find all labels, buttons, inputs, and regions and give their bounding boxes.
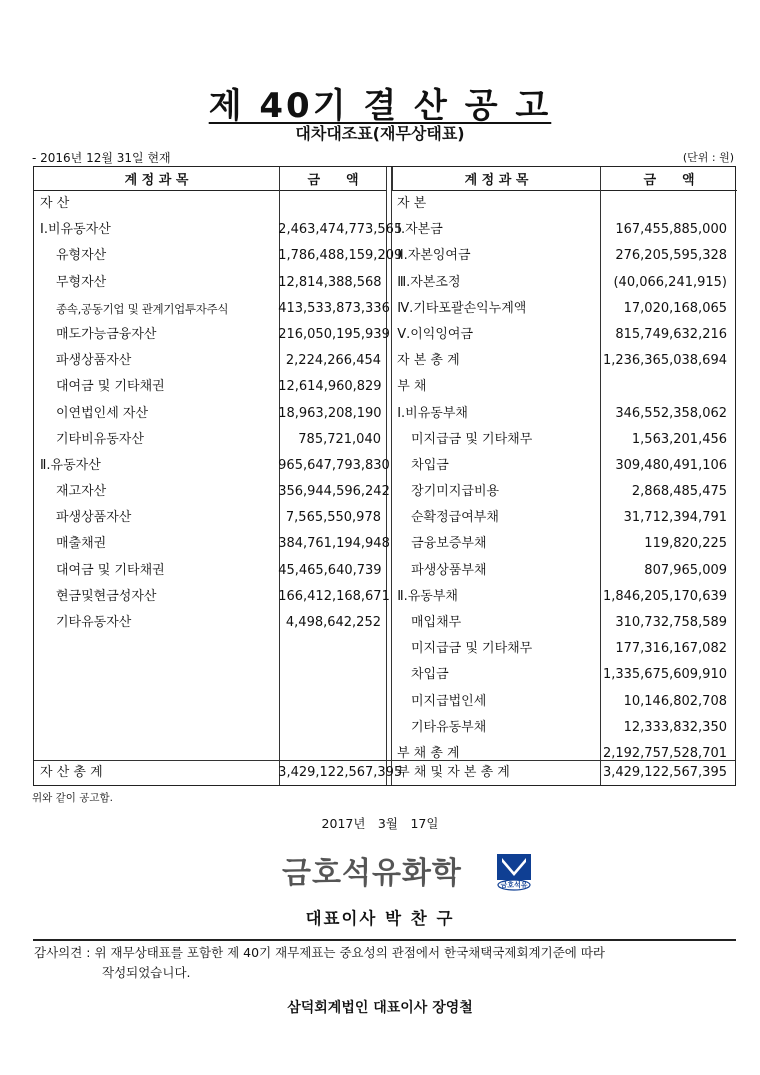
left-account-cell: [34, 662, 278, 688]
left-account-cell: 현금및현금성자산: [56, 588, 157, 604]
left-account-cell: 파생상품자산: [56, 510, 132, 526]
right-amount-cell: 1,236,365,038,694: [602, 353, 727, 369]
table-row: [34, 427, 735, 453]
right-account-cell: Ⅰ.비유동부채: [397, 405, 468, 421]
left-account-cell: 기타비유동자산: [56, 431, 144, 447]
table-row: [34, 348, 735, 374]
right-account-cell: Ⅱ.자본잉여금: [397, 248, 471, 264]
right-account-cell: 파생상품부채: [411, 562, 487, 578]
table-row: [34, 322, 735, 348]
left-account-cell: 유형자산: [56, 248, 107, 264]
right-account-cell: 금융보증부채: [411, 536, 487, 552]
left-amount-cell: [278, 662, 385, 688]
right-account-cell: 자 본 총 계: [397, 353, 460, 369]
as-of-date: - 2016년 12월 31일 현재: [32, 151, 171, 165]
right-account-cell: 기타유동부채: [410, 719, 487, 735]
right-amount-cell: [598, 191, 735, 217]
right-amount-cell: 167,455,885,000: [615, 222, 727, 238]
left-account-cell: 매출채권: [56, 536, 107, 552]
table-row: [34, 558, 735, 584]
left-amount-cell: 1,786,488,159,209: [278, 248, 403, 264]
right-amount-cell: 309,480,491,106: [615, 457, 728, 473]
left-account-cell: [34, 689, 278, 715]
balance-sheet-table: [33, 166, 736, 786]
left-account-cell: 대여금 및 기타채권: [56, 379, 165, 395]
left-amount-cell: 4,498,642,252: [285, 615, 381, 630]
unit-label: (단위 : 원): [682, 151, 734, 164]
table-row: [34, 453, 735, 479]
left-amount-cell: [278, 636, 385, 662]
left-amount-cell: 965,647,793,830: [278, 457, 390, 473]
right-amount-cell: 31,712,394,791: [623, 510, 728, 526]
table-row: [34, 636, 735, 662]
logo-label: 금호석유: [500, 881, 528, 889]
left-amount-cell: [278, 191, 385, 217]
left-account-cell: 재고자산: [56, 484, 107, 500]
audit-line-2: 작성되었습니다.: [102, 965, 191, 980]
right-amount-cell: 10,146,802,708: [623, 693, 727, 709]
right-amount-cell: [598, 374, 735, 400]
right-amount-cell: 12,333,832,350: [623, 719, 727, 735]
left-account-cell: 종속,공동기업 및 관계기업투자주식: [56, 301, 229, 316]
left-account-cell: 매도가능금융자산: [56, 326, 157, 342]
left-amount-cell: 12,614,960,829: [278, 379, 382, 395]
right-amount-cell: 2,868,485,475: [631, 484, 728, 500]
table-row: [34, 505, 735, 531]
left-account-cell: 기타유동자산: [56, 615, 132, 630]
company-name: 금호석유화학: [282, 856, 462, 891]
table-row: [34, 715, 735, 741]
total-liab-equity-value: 3,429,122,567,395: [602, 765, 727, 780]
left-account-cell: [34, 636, 278, 662]
left-account-cell: 대여금 및 기타채권: [56, 562, 165, 578]
table-row: [34, 479, 735, 505]
right-amount-cell: 346,552,358,062: [615, 405, 728, 421]
left-amount-cell: 384,761,194,948: [278, 536, 390, 552]
table-row: [34, 296, 735, 322]
publish-date: 2017년 3월 17일: [321, 816, 439, 831]
left-amount-cell: 2,224,266,454: [285, 353, 382, 369]
left-amount-cell: [278, 689, 385, 715]
right-account-cell: 미지급금 및 기타채무: [410, 641, 533, 657]
right-account-cell: 매입채무: [410, 615, 462, 630]
left-amount-cell: 45,465,640,739: [278, 562, 382, 578]
right-amount-cell: 807,965,009: [644, 562, 728, 578]
left-account-cell: 무형자산: [56, 274, 107, 290]
table-row: [34, 401, 735, 427]
right-account-cell: 미지급법인세: [410, 693, 487, 709]
right-amount-cell: 119,820,225: [644, 536, 728, 552]
left-amount-cell: 356,944,596,242: [278, 484, 390, 500]
notice-text: 위와 같이 공고함.: [32, 792, 114, 804]
table-row: [34, 610, 735, 636]
left-amount-cell: 2,463,474,773,565: [278, 222, 403, 238]
table-row: [34, 270, 735, 296]
right-account-cell: 부 채 총 계: [396, 745, 460, 761]
right-account-cell: 차입금: [410, 667, 449, 683]
right-account-cell: 차입금: [411, 457, 449, 473]
left-account-cell: Ⅱ.유동자산: [40, 457, 101, 473]
left-amount-cell: 785,721,040: [298, 431, 381, 447]
table-row: [34, 243, 735, 269]
total-liab-equity-label: 부 채 및 자 본 총 계: [397, 765, 510, 780]
right-account-cell: 자 본: [396, 196, 427, 211]
table-row: [34, 191, 735, 217]
audit-opinion: [34, 943, 605, 983]
right-amount-cell: 1,846,205,170,639: [602, 588, 728, 604]
right-account-cell: 장기미지급비용: [411, 484, 500, 500]
left-account-cell: [34, 715, 278, 741]
right-account-cell: Ⅴ.이익잉여금: [397, 326, 474, 342]
left-amount-cell: 18,963,208,190: [278, 405, 382, 421]
audit-line-1: 감사의견 : 위 재무상태표를 포함한 제 40기 재무제표는 중요성의 관점에서 한국채택국제회계기준에 따라: [34, 945, 605, 960]
left-account-cell: 이연법인세 자산: [56, 405, 149, 421]
right-amount-cell: 815,749,632,216: [615, 326, 728, 342]
total-assets-value: 3,429,122,567,395: [278, 765, 403, 780]
right-amount-cell: 17,020,168,065: [623, 300, 728, 316]
totals-row: [34, 760, 735, 785]
left-account-header: 계 정 과 목: [34, 167, 279, 191]
right-amount-header: 금 액: [600, 167, 737, 191]
right-amount-cell: 310,732,758,589: [615, 615, 728, 630]
right-amount-cell: 1,335,675,609,910: [602, 667, 727, 683]
total-assets-label: 자 산 총 계: [40, 765, 103, 780]
table-row: [34, 689, 735, 715]
table-row: [34, 662, 735, 688]
left-amount-cell: 216,050,195,939: [278, 326, 390, 342]
right-account-header: 계 정 과 목: [392, 167, 600, 191]
ceo-name: 대표이사 박 찬 구: [305, 909, 455, 928]
right-amount-cell: 2,192,757,528,701: [602, 745, 728, 761]
left-account-cell: 파생상품자산: [56, 353, 132, 369]
left-account-cell: 자 산: [40, 196, 70, 211]
left-amount-cell: 413,533,873,336: [278, 300, 390, 316]
right-account-cell: 미지급금 및 기타채무: [410, 431, 533, 447]
table-row: [34, 531, 735, 557]
divider-line: [33, 939, 736, 941]
right-account-cell: 순확정급여부채: [410, 510, 499, 526]
left-amount-cell: 7,565,550,978: [285, 510, 381, 526]
right-account-cell: Ⅰ.자본금: [397, 222, 443, 238]
page-subtitle: 대차대조표(재무상태표): [295, 124, 465, 143]
right-account-cell: 부 채: [397, 379, 427, 395]
auditor-name: 삼덕회계법인 대표이사 장영철: [287, 1000, 473, 1016]
table-row: [34, 584, 735, 610]
left-amount-cell: 12,814,388,568: [278, 274, 382, 290]
right-amount-cell: 1,563,201,456: [631, 431, 728, 447]
table-body: [34, 191, 735, 785]
left-amount-cell: [278, 715, 385, 741]
left-amount-cell: 166,412,168,671: [278, 588, 390, 604]
table-row: [34, 374, 735, 400]
table-row: [34, 217, 735, 243]
right-account-cell: Ⅳ.기타포괄손익누계액: [397, 300, 527, 316]
left-amount-header: 금 액: [279, 167, 386, 191]
right-amount-cell: 177,316,167,082: [615, 641, 727, 657]
right-amount-cell: (40,066,241,915): [613, 274, 728, 290]
right-account-cell: Ⅲ.자본조정: [397, 274, 461, 290]
right-amount-cell: 276,205,595,328: [615, 248, 728, 264]
page-title: 제 40기 결 산 공 고: [208, 86, 552, 126]
left-account-cell: Ⅰ.비유동자산: [40, 222, 111, 238]
right-account-cell: Ⅱ.유동부채: [397, 588, 458, 604]
